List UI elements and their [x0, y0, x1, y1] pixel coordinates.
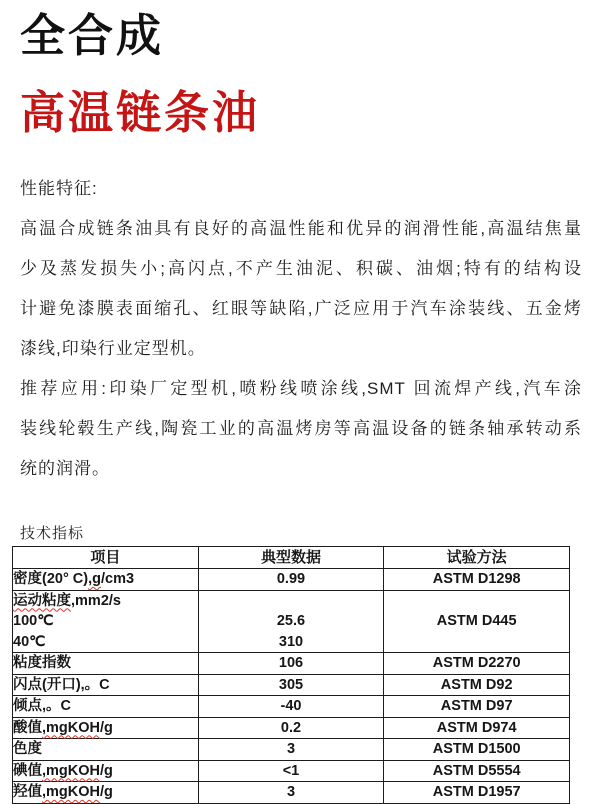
cell-line: 0.2 — [280, 719, 302, 736]
misspell-underlined-text: ,g — [88, 571, 101, 587]
cell-line — [13, 675, 198, 696]
spec-method-cell: ASTM D5554 — [384, 760, 570, 782]
cell-line — [13, 696, 198, 717]
spec-row — [13, 569, 570, 591]
spec-method-cell: ASTM D2270 — [384, 653, 570, 675]
spec-value-cell — [198, 696, 384, 718]
item-text: 粘度指数 — [13, 655, 71, 671]
specs-table-body — [13, 569, 570, 804]
cell-line — [13, 739, 198, 760]
text-line: 漆线,印染行业定型机。 — [20, 339, 206, 358]
item-text: /g — [100, 719, 113, 736]
item-text: ,mm2/s — [71, 592, 121, 609]
cell-line: 3 — [286, 741, 296, 757]
item-text: 倾点,。C — [13, 698, 71, 714]
cell-line — [13, 632, 198, 653]
item-text: /cm3 — [100, 571, 135, 587]
product-type-title: 全合成 — [20, 10, 165, 61]
cell-line — [199, 591, 384, 612]
text-line: 计避免漆膜表面缩孔、红眼等缺陷,广泛应用于汽车涂装线、五金烤 — [20, 299, 582, 318]
spec-value-cell — [198, 717, 384, 739]
spec-method-cell: ASTM D445 — [384, 590, 570, 653]
header-test-method: 试验方法 — [384, 547, 570, 569]
cell-line — [13, 611, 198, 632]
specs-table — [12, 546, 570, 804]
cell-line — [13, 591, 198, 612]
misspell-underlined-text: ,mgKOH — [42, 784, 100, 800]
misspell-underlined-text: 运动粘度 — [13, 592, 71, 609]
spec-method-cell: ASTM D1500 — [384, 739, 570, 761]
cell-line — [13, 782, 198, 803]
item-text: 酸值 — [13, 719, 42, 736]
cell-line: -40 — [280, 698, 302, 714]
application-paragraph — [20, 369, 582, 489]
spec-value-cell — [198, 760, 384, 782]
body-text — [20, 169, 582, 489]
spec-method-cell: ASTM D1298 — [384, 569, 570, 591]
spec-row — [13, 739, 570, 761]
spec-value-cell — [198, 674, 384, 696]
cell-line — [13, 761, 198, 782]
text-line: 推荐应用:印染厂定型机,喷粉线喷涂线,SMT 回流焊产线,汽车涂 — [20, 379, 582, 398]
spec-row — [13, 760, 570, 782]
header-typical-data: 典型数据 — [198, 547, 384, 569]
item-text: 碘值 — [13, 762, 42, 779]
spec-method-cell: ASTM D974 — [384, 717, 570, 739]
text-line: 装线轮毂生产线,陶瓷工业的高温烤房等高温设备的链条轴承转动系 — [20, 419, 582, 438]
performance-paragraph — [20, 209, 582, 369]
spec-item-cell — [13, 717, 199, 739]
spec-item-cell — [13, 696, 199, 718]
header-row — [13, 547, 570, 569]
text-line: 高温合成链条油具有良好的高温性能和优异的润滑性能,高温结焦量 — [20, 219, 582, 238]
cell-line: 3 — [286, 784, 296, 800]
spec-method-cell: ASTM D1957 — [384, 782, 570, 804]
spec-item-cell — [13, 590, 199, 653]
specs-table-head — [13, 547, 570, 569]
cell-line: 25.6 — [276, 613, 306, 629]
misspell-underlined-text: ,mgKOH — [42, 762, 100, 779]
product-name-title: 高温链条油 — [20, 87, 261, 138]
spec-row — [13, 653, 570, 675]
spec-item-cell — [13, 760, 199, 782]
spec-method-cell: ASTM D97 — [384, 696, 570, 718]
cell-line: 0.99 — [276, 571, 306, 587]
cell-line: 310 — [278, 633, 304, 650]
header-item: 项目 — [13, 547, 199, 569]
cell-line: 106 — [278, 655, 304, 671]
item-text: 闪点(开口),。C — [13, 676, 110, 693]
cell-line — [13, 653, 198, 674]
spec-row — [13, 696, 570, 718]
cell-line: <1 — [282, 762, 300, 779]
misspell-underlined-text: ,mgKOH — [42, 719, 100, 736]
text-line: 统的润滑。 — [20, 459, 110, 478]
cell-line — [13, 569, 198, 590]
spec-item-cell — [13, 653, 199, 675]
spec-row — [13, 717, 570, 739]
spec-row — [13, 590, 570, 653]
item-text: 羟值 — [13, 784, 42, 800]
spec-item-cell — [13, 739, 199, 761]
spec-method-cell: ASTM D92 — [384, 674, 570, 696]
item-text: 色度 — [13, 741, 42, 757]
item-text: /g — [100, 784, 113, 800]
item-text: 密度(20° C) — [13, 571, 89, 587]
item-text: 40℃ — [13, 633, 46, 650]
specs-caption: 技术指标 — [20, 525, 85, 542]
spec-value-cell — [198, 739, 384, 761]
spec-item-cell — [13, 569, 199, 591]
spec-item-cell — [13, 674, 199, 696]
spec-row — [13, 674, 570, 696]
cell-line: 305 — [278, 676, 304, 693]
text-line: 少及蒸发损失小;高闪点,不产生油泥、积碳、油烟;特有的结构设 — [20, 259, 582, 278]
item-text: /g — [100, 762, 113, 779]
spec-value-cell — [198, 653, 384, 675]
performance-heading: 性能特征: — [20, 179, 98, 198]
cell-line — [13, 718, 198, 739]
spec-value-cell — [198, 569, 384, 591]
item-text: 100℃ — [13, 613, 54, 629]
spec-value-cell — [198, 590, 384, 653]
